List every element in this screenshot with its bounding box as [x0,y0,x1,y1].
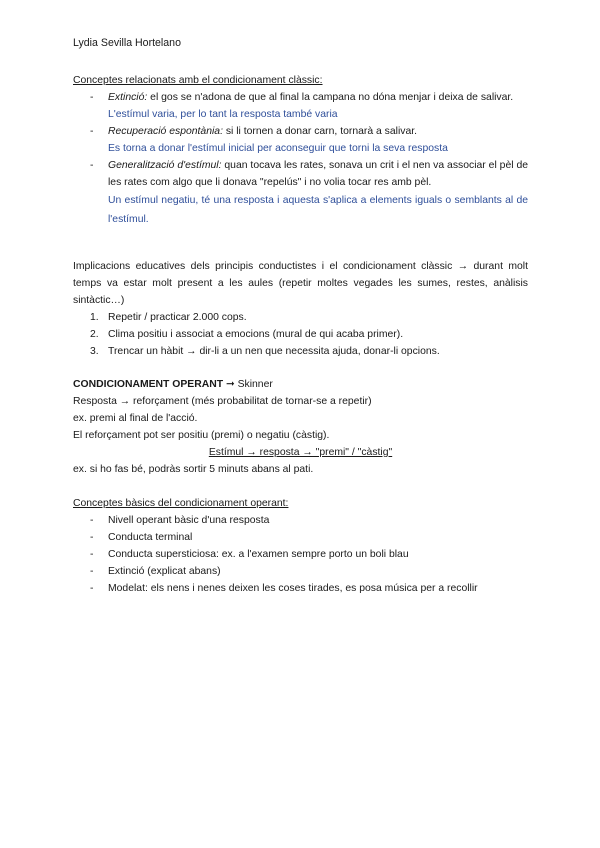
basic-heading: Conceptes bàsics del condicionament operant: [73,498,289,509]
item-number: 1. [90,312,99,323]
classic-heading: Conceptes relacionats amb el condicionament clàssic: [73,75,323,86]
list-item [73,123,528,157]
list-item [73,546,528,563]
operant-heading-line [73,376,528,393]
bullet-dash: - [90,549,94,560]
term: Extinció: [108,92,148,103]
operant-line: ex. si ho fas bé, podràs sortir 5 minuts abans al pati. [73,464,314,475]
item-text: Trencar un hàbit → dir-li a un nen que necessita ajuda, donar-li opcions. [108,346,440,357]
bullet-dash: - [90,92,94,103]
list-item [73,326,528,343]
item-number: 3. [90,346,99,357]
blue-note: L'estímul varia, per lo tant la resposta també varia [108,109,338,120]
bullet-dash: - [90,532,94,543]
item-text: Extinció (explicat abans) [108,566,221,577]
item-text: Nivell operant bàsic d'una resposta [108,515,270,526]
term-text: el gos se n'adona de que al final la campana no dóna menjar i deixa de salivar. [147,92,514,103]
list-item [73,563,528,580]
blue-note: Es torna a donar l'estímul inicial per aconseguir que torni la seva resposta [108,143,448,154]
operant-line: Resposta → reforçament (més probabilitat de tornar-se a repetir) [73,396,372,407]
operant-section [73,376,528,478]
term: Recuperació espontània: [108,126,223,137]
basic-section [73,495,528,597]
operant-heading-suffix: ➞ Skinner [223,379,273,390]
item-text: Modelat: els nens i nenes deixen les coses tirades, es posa música per a recollir [108,583,478,594]
implications-section [73,258,528,360]
operant-formula: Estímul → resposta → "premi" / "càstig" [208,447,393,458]
list-item [73,529,528,546]
bullet-dash: - [90,515,94,526]
operant-heading: CONDICIONAMENT OPERANT [73,379,224,390]
bullet-dash: - [90,583,94,594]
classic-list [73,89,528,229]
term-text: si li tornen a donar carn, tornarà a salivar. [222,126,418,137]
item-text: Conducta supersticiosa: ex. a l'examen sempre porto un boli blau [108,549,409,560]
bullet-dash: - [90,566,94,577]
item-text: Conducta terminal [108,532,193,543]
term: Generalització d'estímul: [108,160,222,171]
operant-line: El reforçament pot ser positiu (premi) o negatiu (càstig). [73,430,330,441]
bullet-dash: - [90,160,94,171]
list-item [73,580,528,597]
basic-list [73,512,528,597]
list-item [73,309,528,326]
item-text: Repetir / practicar 2.000 cops. [108,312,247,323]
list-item [73,157,528,229]
item-number: 2. [90,329,99,340]
list-item [73,89,528,123]
list-item [73,343,528,360]
blue-note: Un estímul negatiu, té una resposta i aquesta s'aplica a elements iguals o semblants al de l'estímul. [108,195,528,225]
operant-line: ex. premi al final de l'acció. [73,413,198,424]
term-text: quan tocava les rates, sonava un crit i el nen va associar el pèl de les rates com algo que li donava "repelús" i no volia tocar res amb pèl. [108,160,529,188]
list-item [73,512,528,529]
item-text: Clima positiu i associat a emocions (mural de qui acaba primer). [108,329,404,340]
implications-list [73,309,528,360]
author-name: Lydia Sevilla Hortelano [73,37,181,49]
implications-paragraph: Implicacions educatives dels principis conductistes i el condicionament clàssic → durant molt temps va estar molt present a les aules (repetir moltes vegades les sumes, restes, anàlisis sintàctic…) [73,261,528,306]
classic-section [73,72,528,229]
bullet-dash: - [90,126,94,137]
